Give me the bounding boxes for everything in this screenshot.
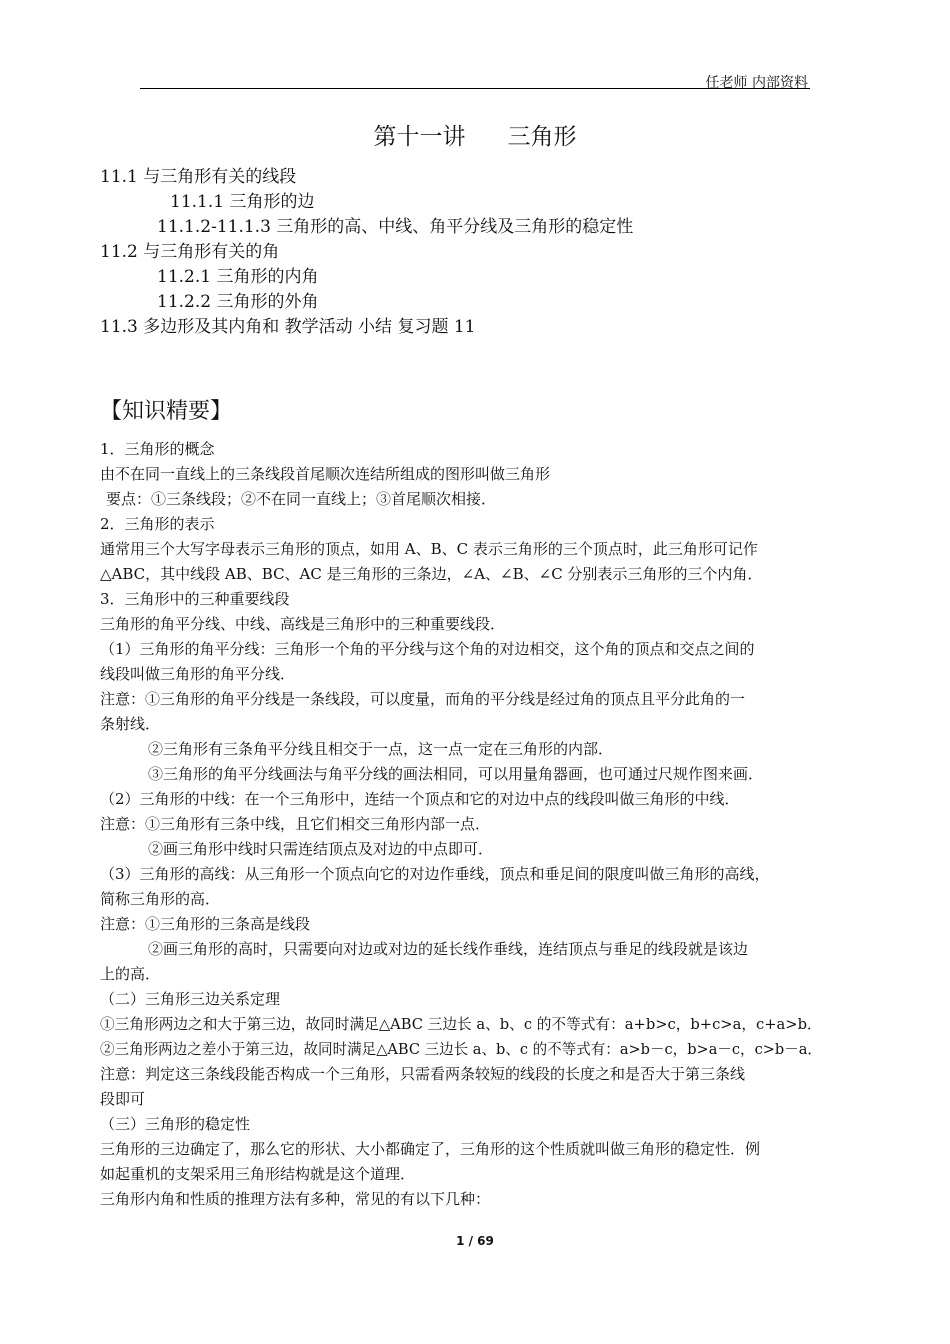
body-line: ②三角形两边之差小于第三边，故同时满足△ABC 三边长 a、b、c 的不等式有：a>b－c，b>a－c，c>b－a． — [100, 1040, 822, 1058]
body-line: 3．三角形中的三种重要线段 — [100, 590, 290, 608]
body-line: ②画三角形的高时，只需要向对边或对边的延长线作垂线，连结顶点与垂足的线段就是该边 — [148, 940, 749, 958]
page-number: 1 / 69 — [456, 1234, 494, 1248]
body-line: 三角形的三边确定了，那么它的形状、大小都确定了，三角形的这个性质就叫做三角形的稳定性．例 — [100, 1140, 761, 1158]
body-line: 三角形内角和性质的推理方法有多种，常见的有以下几种： — [100, 1190, 491, 1208]
body-line: 注意：①三角形的三条高是线段 — [100, 915, 311, 933]
toc-item: 11.1 与三角形有关的线段 — [100, 167, 297, 187]
toc-item: 11.1.2-11.1.3 三角形的高、中线、角平分线及三角形的稳定性 — [157, 217, 634, 237]
body-line: 段即可 — [100, 1090, 146, 1108]
title-topic: 三角形 — [507, 124, 577, 150]
body-line: （三）三角形的稳定性 — [100, 1115, 251, 1133]
body-line: 注意：①三角形有三条中线，且它们相交三角形内部一点． — [100, 815, 491, 833]
body-line: （3）三角形的高线：从三角形一个顶点向它的对边作垂线，顶点和垂足间的限度叫做三角形的高线， — [100, 865, 770, 883]
body-line: 要点：①三条线段；②不在同一直线上；③首尾顺次相接． — [106, 490, 497, 508]
toc-item: 11.3 多边形及其内角和 教学活动 小结 复习题 11 — [100, 317, 476, 337]
body-line: ③三角形的角平分线画法与角平分线的画法相同，可以用量角器画，也可通过尺规作图来画． — [148, 765, 764, 783]
body-line: （1）三角形的角平分线：三角形一个角的平分线与这个角的对边相交，这个角的顶点和交点之间的 — [100, 640, 755, 658]
toc-item: 11.2 与三角形有关的角 — [100, 242, 280, 262]
body-line: （2）三角形的中线：在一个三角形中，连结一个顶点和它的对边中点的线段叫做三角形的中线． — [100, 790, 740, 808]
body-line: ②画三角形中线时只需连结顶点及对边的中点即可． — [148, 840, 494, 858]
body-line: 通常用三个大写字母表示三角形的顶点，如用 A、B、C 表示三角形的三个顶点时，此三角形可记作 — [100, 540, 758, 558]
page-title — [0, 118, 950, 151]
body-line: 2．三角形的表示 — [100, 515, 215, 533]
toc-item: 11.2.1 三角形的内角 — [157, 267, 319, 287]
title-lecture: 第十一讲 — [373, 124, 466, 150]
body-line: 由不在同一直线上的三条线段首尾顺次连结所组成的图形叫做三角形 — [100, 465, 551, 483]
toc-item: 11.2.2 三角形的外角 — [157, 292, 319, 312]
body-line: △ABC，其中线段 AB、BC、AC 是三角形的三条边，∠A、∠B、∠C 分别表示三角形的三个内角． — [100, 565, 763, 583]
body-line: 如起重机的支架采用三角形结构就是这个道理． — [100, 1165, 416, 1183]
body-line: 线段叫做三角形的角平分线． — [100, 665, 296, 683]
section-heading: 【知识精要】 — [100, 399, 233, 424]
body-line: 上的高． — [100, 965, 161, 983]
body-line: 条射线． — [100, 715, 161, 733]
body-line: 1．三角形的概念 — [100, 440, 215, 458]
toc-item: 11.1.1 三角形的边 — [170, 192, 315, 212]
body-line: 注意：判定这三条线段能否构成一个三角形，只需看两条较短的线段的长度之和是否大于第三条线 — [100, 1065, 746, 1083]
body-line: （二）三角形三边关系定理 — [100, 990, 281, 1008]
body-line: 简称三角形的高． — [100, 890, 221, 908]
page-header-text: 任老师 内部资料 — [705, 75, 808, 91]
body-line: ①三角形两边之和大于第三边，故同时满足△ABC 三边长 a、b、c 的不等式有：a+b>c，b+c>a，c+a>b． — [100, 1015, 822, 1033]
body-line: ②三角形有三条角平分线且相交于一点，这一点一定在三角形的内部． — [148, 740, 614, 758]
body-line: 注意：①三角形的角平分线是一条线段，可以度量，而角的平分线是经过角的顶点且平分此角的一 — [100, 690, 746, 708]
page-header-rule — [140, 88, 810, 89]
body-line: 三角形的角平分线、中线、高线是三角形中的三种重要线段． — [100, 615, 506, 633]
